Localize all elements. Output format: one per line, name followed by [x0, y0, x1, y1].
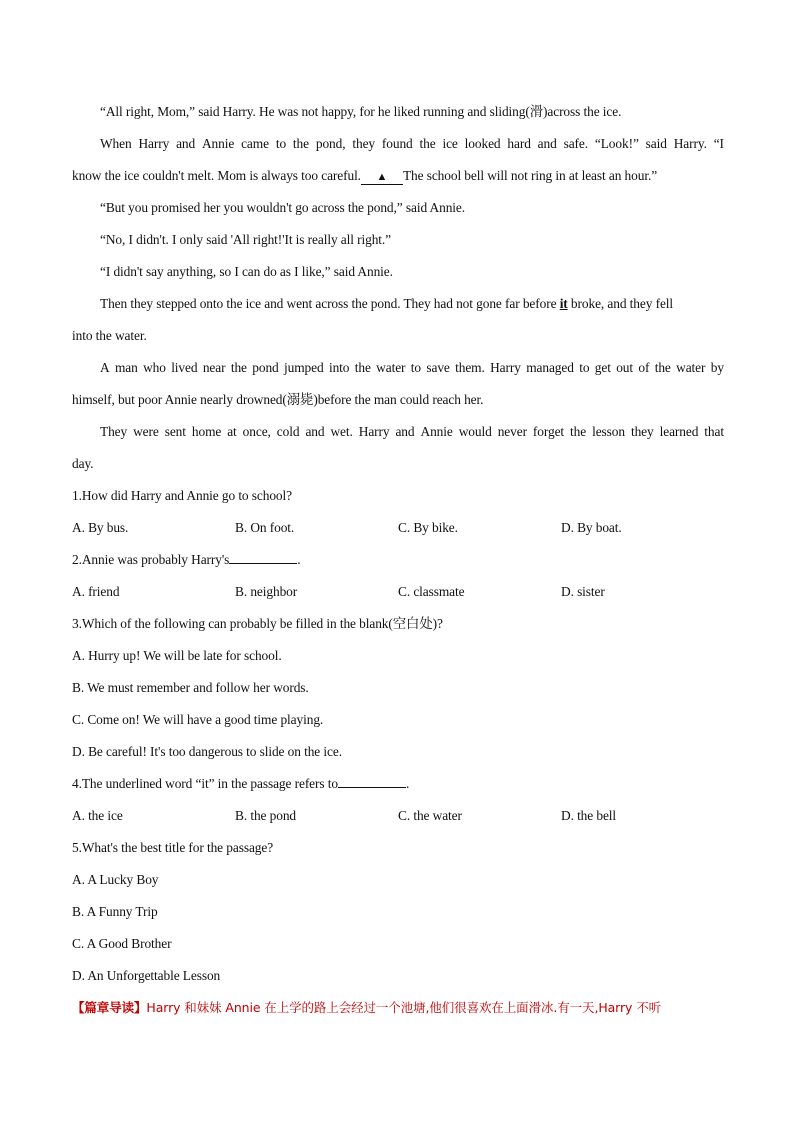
- word: were: [133, 424, 159, 439]
- word: the: [654, 360, 671, 375]
- word: to: [579, 360, 590, 375]
- word: sent: [164, 424, 186, 439]
- word: lesson: [592, 424, 625, 439]
- passage-blank-marker: ▲: [361, 170, 403, 185]
- question-5-option-c: C. A Good Brother: [72, 936, 172, 951]
- word: that: [704, 424, 724, 439]
- word: into: [328, 360, 350, 375]
- word: looked: [464, 136, 501, 151]
- paragraph-2-line-1: [72, 128, 724, 160]
- question-2-stem-text: 2.Annie was probably Harry's: [72, 552, 230, 567]
- word: they: [352, 136, 376, 151]
- paragraph-7-line-2: himself, but poor Annie nearly drowned(溺毙)before the man could reach her.: [72, 392, 484, 407]
- question-2-options: [72, 576, 724, 608]
- question-4-option-a: A. the ice: [72, 808, 123, 823]
- word: jumped: [284, 360, 324, 375]
- word: They: [100, 424, 128, 439]
- word: man: [114, 360, 138, 375]
- question-1-option-b: B. On foot.: [235, 520, 295, 535]
- answer-blank: [338, 773, 406, 788]
- word: said: [645, 136, 667, 151]
- paragraph-1: “All right, Mom,” said Harry. He was not happy, for he liked running and sliding(滑)across the ice.: [100, 104, 622, 119]
- word: never: [497, 424, 527, 439]
- question-5-option-b: B. A Funny Trip: [72, 904, 158, 919]
- word: Harry: [138, 136, 170, 151]
- word: pond: [252, 360, 279, 375]
- guide-text: Harry 和妹妹 Annie 在上学的路上会经过一个池塘,他们很喜欢在上面滑冰.有一天,Harry 不听: [146, 1000, 662, 1015]
- answer-blank: [229, 549, 297, 564]
- word: near: [202, 360, 226, 375]
- paragraph-6-line-2: into the water.: [72, 328, 147, 343]
- word: A: [100, 360, 110, 375]
- question-3-stem: 3.Which of the following can probably be filled in the blank(空白处)?: [72, 616, 443, 631]
- underlined-word: it: [559, 296, 568, 311]
- word: once,: [242, 424, 271, 439]
- word: pond,: [315, 136, 346, 151]
- question-2-option-c: C. classmate: [398, 584, 465, 599]
- word: and: [176, 136, 196, 151]
- question-1-option-c: C. By bike.: [398, 520, 458, 535]
- word: Annie: [420, 424, 453, 439]
- question-2-stem-end: .: [297, 552, 301, 567]
- word: who: [143, 360, 166, 375]
- question-4-option-d: D. the bell: [561, 808, 617, 823]
- paragraph-5: “I didn't say anything, so I can do as I like,” said Annie.: [100, 264, 393, 279]
- word: and: [537, 136, 557, 151]
- paragraph-2-text-a: know the ice couldn't melt. Mom is always too careful.: [72, 168, 361, 183]
- word: and: [305, 424, 325, 439]
- question-3-option-a: A. Hurry up! We will be late for school.: [72, 648, 282, 663]
- word: came: [241, 136, 269, 151]
- question-3-option-d: D. Be careful! It's too dangerous to slide on the ice.: [72, 744, 342, 759]
- paragraph-2-line-2: [72, 160, 724, 192]
- word: safe.: [563, 136, 588, 151]
- word: “Look!”: [594, 136, 639, 151]
- word: the: [292, 136, 309, 151]
- word: to: [410, 360, 421, 375]
- word: Harry: [490, 360, 521, 375]
- guide-label: 【篇章导读】: [72, 1000, 147, 1015]
- question-3-option-c: C. Come on! We will have a good time playing.: [72, 712, 324, 727]
- question-2-stem: [72, 544, 724, 576]
- word: water: [676, 360, 706, 375]
- paragraph-3: “But you promised her you wouldn't go across the pond,” said Annie.: [100, 200, 466, 215]
- word: lived: [171, 360, 198, 375]
- word: Harry.: [673, 136, 707, 151]
- question-4-option-b: B. the pond: [235, 808, 297, 823]
- word: hard: [507, 136, 531, 151]
- word: the: [570, 424, 587, 439]
- word: out: [616, 360, 634, 375]
- question-4-stem-end: .: [405, 776, 410, 791]
- question-4-stem: [72, 768, 724, 800]
- word: Annie: [201, 136, 235, 151]
- word: water: [376, 360, 406, 375]
- question-4-option-c: C. the water: [398, 808, 462, 823]
- word: learned: [659, 424, 699, 439]
- question-2-option-b: B. neighbor: [235, 584, 298, 599]
- word: “I: [713, 136, 724, 151]
- word: to: [275, 136, 287, 151]
- question-3-option-b: B. We must remember and follow her words.: [72, 680, 309, 695]
- paragraph-6-text-a: Then they stepped onto the ice and went across the pond. They had not gone far before: [100, 296, 560, 311]
- word: ice: [442, 136, 458, 151]
- word: would: [458, 424, 492, 439]
- question-1-options: [72, 512, 724, 544]
- word: cold: [276, 424, 300, 439]
- question-1-stem: 1.How did Harry and Annie go to school?: [72, 488, 292, 503]
- paragraph-6-text-b: broke, and they fell: [567, 296, 674, 311]
- paragraph-4: “No, I didn't. I only said 'All right!'It is really all right.”: [100, 232, 392, 247]
- word: and: [395, 424, 415, 439]
- word: by: [710, 360, 724, 375]
- word: of: [638, 360, 650, 375]
- word: When: [100, 136, 132, 151]
- paragraph-6-line-1: [72, 288, 724, 320]
- word: at: [227, 424, 237, 439]
- paragraph-7-line-1: [72, 352, 724, 384]
- question-5-option-d: D. An Unforgettable Lesson: [72, 968, 221, 983]
- word: the: [354, 360, 371, 375]
- paragraph-2-text-b: The school bell will not ring in at least an hour.”: [402, 168, 658, 183]
- word: Harry: [358, 424, 390, 439]
- word: forget: [532, 424, 565, 439]
- question-5-option-a: A. A Lucky Boy: [72, 872, 159, 887]
- paragraph-8-line-1: [72, 416, 724, 448]
- word: wet.: [330, 424, 353, 439]
- passage-guide: [72, 992, 724, 1024]
- question-1-option-a: A. By bus.: [72, 520, 129, 535]
- question-2-option-a: A. friend: [72, 584, 120, 599]
- word: managed: [526, 360, 574, 375]
- paragraph-8-line-2: day.: [72, 456, 94, 471]
- document-content: [72, 96, 724, 1024]
- word: them.: [455, 360, 485, 375]
- word: home: [191, 424, 222, 439]
- word: save: [426, 360, 450, 375]
- question-2-option-d: D. sister: [561, 584, 605, 599]
- word: the: [230, 360, 247, 375]
- question-4-options: [72, 800, 724, 832]
- word: get: [594, 360, 611, 375]
- question-4-stem-text: 4.The underlined word “it” in the passage refers to: [72, 776, 338, 791]
- word: they: [630, 424, 654, 439]
- word: found: [381, 136, 413, 151]
- question-5-stem: 5.What's the best title for the passage?: [72, 840, 274, 855]
- question-1-option-d: D. By boat.: [561, 520, 622, 535]
- word: the: [419, 136, 436, 151]
